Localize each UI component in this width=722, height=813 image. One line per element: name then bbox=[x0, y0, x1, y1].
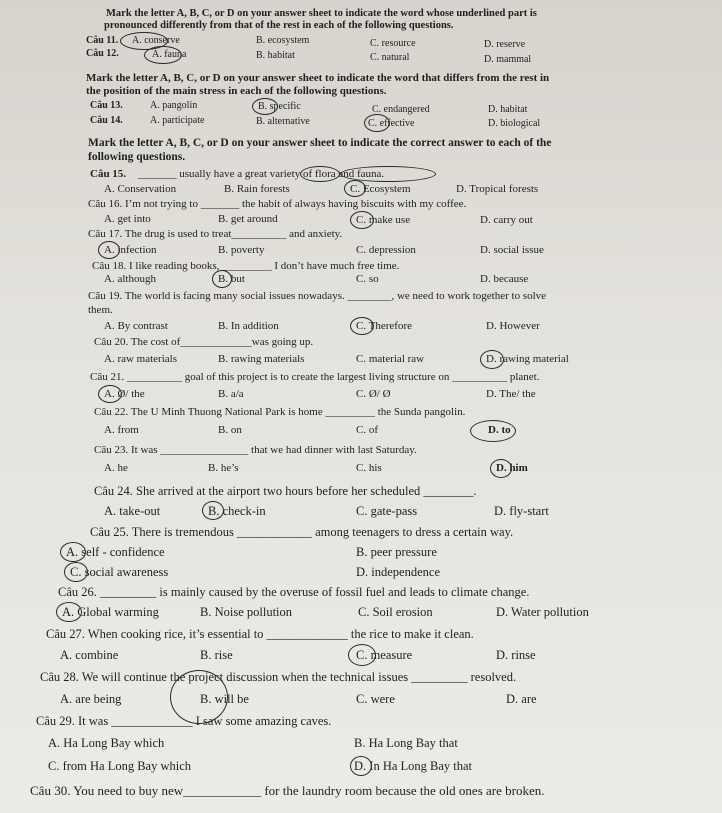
option-d: D. habitat bbox=[488, 104, 528, 115]
option-d: D. fly-start bbox=[494, 504, 549, 518]
option-b: B. a/a bbox=[218, 388, 244, 400]
option-a: A. take-out bbox=[104, 504, 161, 518]
option-a: A. Conservation bbox=[104, 183, 177, 195]
option-d: D. However bbox=[486, 320, 540, 332]
option-c: C. of bbox=[356, 424, 378, 436]
option-a: A. Ø/ the bbox=[104, 388, 145, 400]
option-b: B. Ha Long Bay that bbox=[354, 736, 458, 750]
question-label: Câu 15. bbox=[90, 168, 127, 180]
question-stem-line2: them. bbox=[88, 304, 113, 316]
option-a: A. raw materials bbox=[104, 353, 177, 365]
option-d: D. biological bbox=[488, 118, 541, 129]
option-b: B. alternative bbox=[256, 116, 310, 127]
option-d: D. Water pollution bbox=[496, 605, 589, 619]
option-a: A. self - confidence bbox=[66, 545, 165, 559]
option-c: C. social awareness bbox=[70, 565, 169, 579]
option-d: D. The/ the bbox=[486, 388, 536, 400]
question-stem: Câu 26. _________ is mainly caused by the overuse of fossil fuel and leads to climate change. bbox=[58, 585, 530, 599]
question-stem: Câu 27. When cooking rice, it’s essential to _____________ the rice to make it clean. bbox=[46, 627, 474, 641]
option-b: B. Rain forests bbox=[224, 183, 290, 195]
option-a: A. participate bbox=[150, 115, 205, 126]
option-d: D. rinse bbox=[496, 648, 536, 662]
question-stem: Câu 29. It was _____________ I saw some amazing caves. bbox=[36, 714, 332, 728]
option-b: B. get around bbox=[218, 213, 278, 225]
option-a: A. conserve bbox=[132, 35, 180, 46]
option-a: A. pangolin bbox=[150, 100, 198, 111]
section2-instruction-line2: the position of the main stress in each of the following questions. bbox=[86, 85, 387, 97]
question-label: Câu 12. bbox=[86, 48, 119, 59]
section1-instruction-line1: Mark the letter A, B, C, or D on your answer sheet to indicate the word whose underlined part is bbox=[106, 8, 537, 19]
option-d: D. In Ha Long Bay that bbox=[354, 759, 473, 773]
option-a: A. get into bbox=[104, 213, 151, 225]
question-stem: Câu 21. __________ goal of this project is to create the largest living structure on __________ planet. bbox=[90, 371, 540, 383]
question-stem: Câu 18. I like reading books, _________ I don’t have much free time. bbox=[92, 260, 400, 272]
option-b: B. rawing materials bbox=[218, 353, 305, 365]
question-stem: Câu 22. The U Minh Thuong National Park is home _________ the Sunda pangolin. bbox=[94, 406, 466, 418]
option-b: B. specific bbox=[258, 101, 301, 112]
option-a: A. By contrast bbox=[104, 320, 168, 332]
question-stem: Câu 24. She arrived at the airport two hours before her scheduled ________. bbox=[94, 484, 477, 498]
option-c: C. from Ha Long Bay which bbox=[48, 759, 192, 773]
option-a: A. although bbox=[104, 273, 156, 285]
option-c: C. Ecosystem bbox=[350, 183, 411, 195]
option-c: C. natural bbox=[370, 52, 410, 63]
question-stem: Câu 25. There is tremendous ____________ among teenagers to dress a certain way. bbox=[90, 525, 514, 539]
question-stem: _______ usually have a great variety of flora and fauna. bbox=[138, 168, 385, 180]
option-c: C. were bbox=[356, 692, 395, 706]
option-a: A. Ha Long Bay which bbox=[48, 736, 165, 750]
question-stem: Câu 17. The drug is used to treat__________ and anxiety. bbox=[88, 228, 343, 240]
option-a: A. fauna bbox=[152, 49, 187, 60]
option-b: B. habitat bbox=[256, 50, 295, 61]
question-stem: Câu 23. It was ________________ that we had dinner with last Saturday. bbox=[94, 444, 417, 456]
option-b: B. poverty bbox=[218, 244, 265, 256]
option-b: B. rise bbox=[200, 648, 233, 662]
section2-instruction-line1: Mark the letter A, B, C, or D on your answer sheet to indicate the word that differs from the rest in bbox=[86, 72, 550, 84]
option-b: B. on bbox=[218, 424, 242, 436]
question-stem: Câu 30. You need to buy new____________ for the laundry room because the old ones are broken. bbox=[30, 783, 545, 798]
option-c: C. material raw bbox=[356, 353, 425, 365]
option-c: C. depression bbox=[356, 244, 416, 256]
option-d: D. carry out bbox=[480, 214, 533, 226]
option-d: D. Tropical forests bbox=[456, 183, 539, 195]
option-b: B. will be bbox=[200, 692, 249, 706]
section3-instruction-line1: Mark the letter A, B, C, or D on your answer sheet to indicate the correct answer to each of the bbox=[88, 137, 552, 149]
option-c: C. make use bbox=[356, 214, 411, 226]
option-d: D. reserve bbox=[484, 39, 526, 50]
option-d: D. mammal bbox=[484, 54, 532, 65]
option-c: C. gate-pass bbox=[356, 504, 418, 518]
question-stem-line1: Câu 19. The world is facing many social issues nowadays. ________, we need to work together to solve bbox=[88, 290, 547, 302]
option-d: D. him bbox=[496, 462, 528, 474]
option-b: B. ecosystem bbox=[256, 35, 310, 46]
option-c: C. endangered bbox=[372, 104, 430, 115]
option-a: A. are being bbox=[60, 692, 122, 706]
option-b: B. In addition bbox=[218, 320, 279, 332]
option-c: C. Therefore bbox=[356, 320, 412, 332]
option-c: C. so bbox=[356, 273, 379, 285]
option-a: A. combine bbox=[60, 648, 119, 662]
option-b: B. he’s bbox=[208, 462, 239, 474]
question-label: Câu 11. bbox=[86, 35, 119, 46]
option-d: D. social issue bbox=[480, 244, 544, 256]
question-stem: Câu 20. The cost of_____________was going up. bbox=[94, 336, 314, 348]
option-d: D. are bbox=[506, 692, 537, 706]
option-c: C. measure bbox=[356, 648, 413, 662]
option-a: A. Global warming bbox=[62, 605, 159, 619]
option-a: A. he bbox=[104, 462, 128, 474]
section3-instruction-line2: following questions. bbox=[88, 151, 186, 163]
option-d: D. because bbox=[480, 273, 529, 285]
question-label: Câu 14. bbox=[90, 115, 123, 126]
option-b: B. but bbox=[218, 273, 245, 285]
question-stem: Câu 16. I’m not trying to _______ the habit of always having biscuits with my coffee. bbox=[88, 198, 467, 210]
option-d: D. rawing material bbox=[486, 353, 569, 365]
option-b: B. peer pressure bbox=[356, 545, 437, 559]
option-d: D. independence bbox=[356, 565, 440, 579]
question-stem: Câu 28. We will continue the project discussion when the technical issues _________ resolved. bbox=[40, 670, 517, 684]
option-c: C. Ø/ Ø bbox=[356, 388, 391, 400]
option-b: B. Noise pollution bbox=[200, 605, 293, 619]
option-c: C. Soil erosion bbox=[358, 605, 433, 619]
option-c: C. resource bbox=[370, 38, 416, 49]
option-d: D. to bbox=[488, 424, 511, 436]
section1-instruction-line2: pronounced differently from that of the rest in each of the following questions. bbox=[104, 20, 454, 31]
option-c: C. effective bbox=[368, 118, 415, 129]
option-c: C. his bbox=[356, 462, 382, 474]
question-label: Câu 13. bbox=[90, 100, 123, 111]
option-a: A. infection bbox=[104, 244, 157, 256]
option-b: B. check-in bbox=[208, 504, 266, 518]
option-a: A. from bbox=[104, 424, 139, 436]
